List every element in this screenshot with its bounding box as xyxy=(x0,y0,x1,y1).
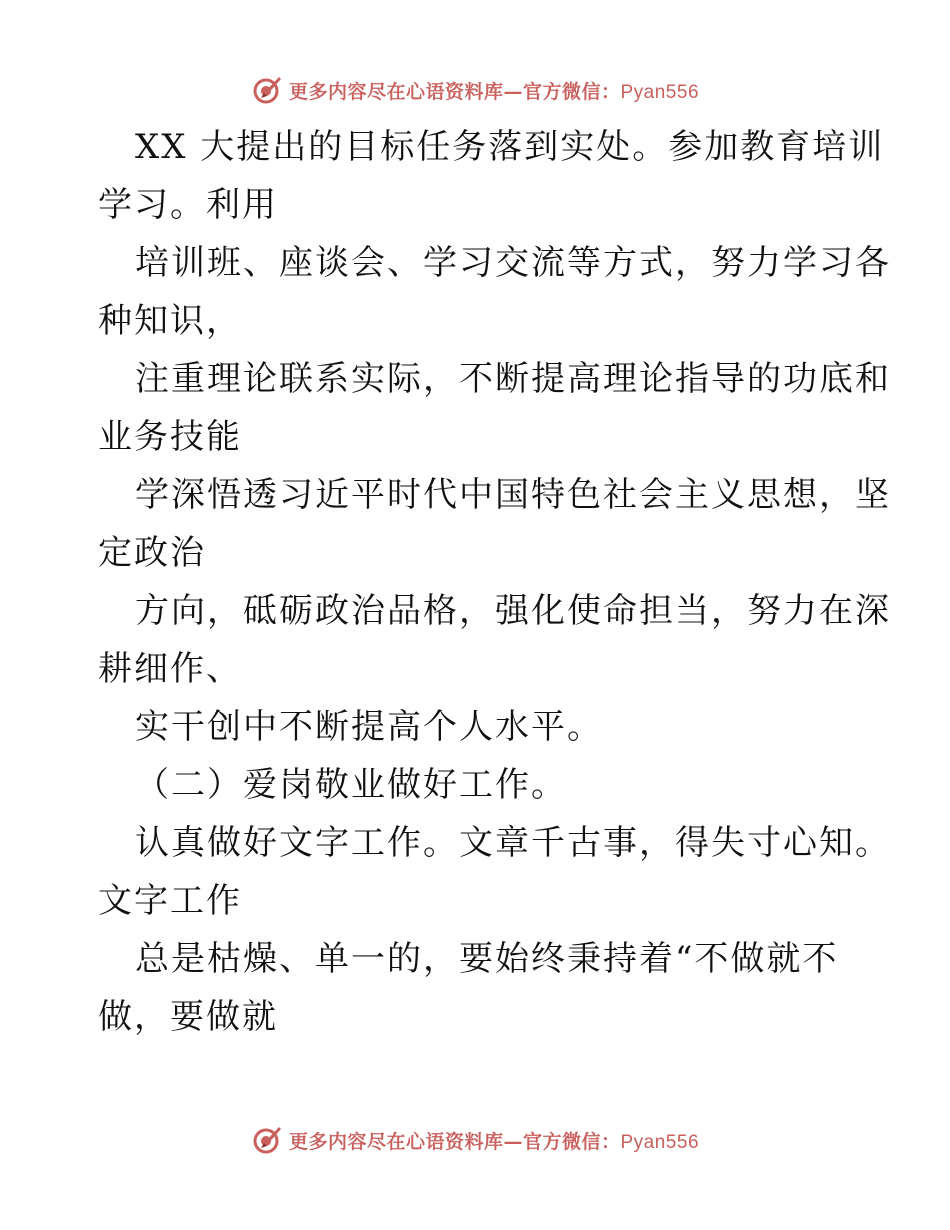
text-line: 培训班、座谈会、学习交流等方式，努力学习各 xyxy=(135,243,891,283)
text-line: 学深悟透习近平时代中国特色社会主义思想，坚 xyxy=(135,475,891,515)
quill-logo-icon xyxy=(251,1124,283,1156)
text-line: 总是枯燥、单一的，要始终秉持着“不做就不 xyxy=(135,939,839,979)
footer-banner xyxy=(0,1122,950,1158)
text-line: 文字工作 xyxy=(98,881,242,921)
section-heading: （二）爱岗敬业做好工作。 xyxy=(135,765,567,805)
text-line: 实干创中不断提高个人水平。 xyxy=(135,707,603,747)
text-line: 学习。利用 xyxy=(98,185,278,225)
footer-banner-text: 更多内容尽在心语资料库—官方微信： xyxy=(288,1130,621,1153)
text-line: 业务技能 xyxy=(98,417,242,457)
text-line: 种知识， xyxy=(98,301,242,341)
text-line: XX 大提出的目标任务落到实处。参加教育培训 xyxy=(135,127,885,167)
text-line: 方向，砥砺政治品格，强化使命担当，努力在深 xyxy=(135,591,891,631)
header-wechat-id: Pyan556 xyxy=(620,81,700,103)
document-body xyxy=(98,118,891,1046)
text-line: 做，要做就 xyxy=(98,997,278,1037)
quill-logo-icon xyxy=(251,74,283,106)
text-line: 注重理论联系实际，不断提高理论指导的功底和 xyxy=(135,359,891,399)
header-banner xyxy=(0,72,950,108)
header-banner-text: 更多内容尽在心语资料库—官方微信： xyxy=(288,80,621,103)
footer-wechat-id: Pyan556 xyxy=(620,1131,700,1153)
text-line: 耕细作、 xyxy=(98,649,242,689)
text-line: 定政治 xyxy=(98,533,206,573)
text-line: 认真做好文字工作。文章千古事，得失寸心知。 xyxy=(135,823,891,863)
